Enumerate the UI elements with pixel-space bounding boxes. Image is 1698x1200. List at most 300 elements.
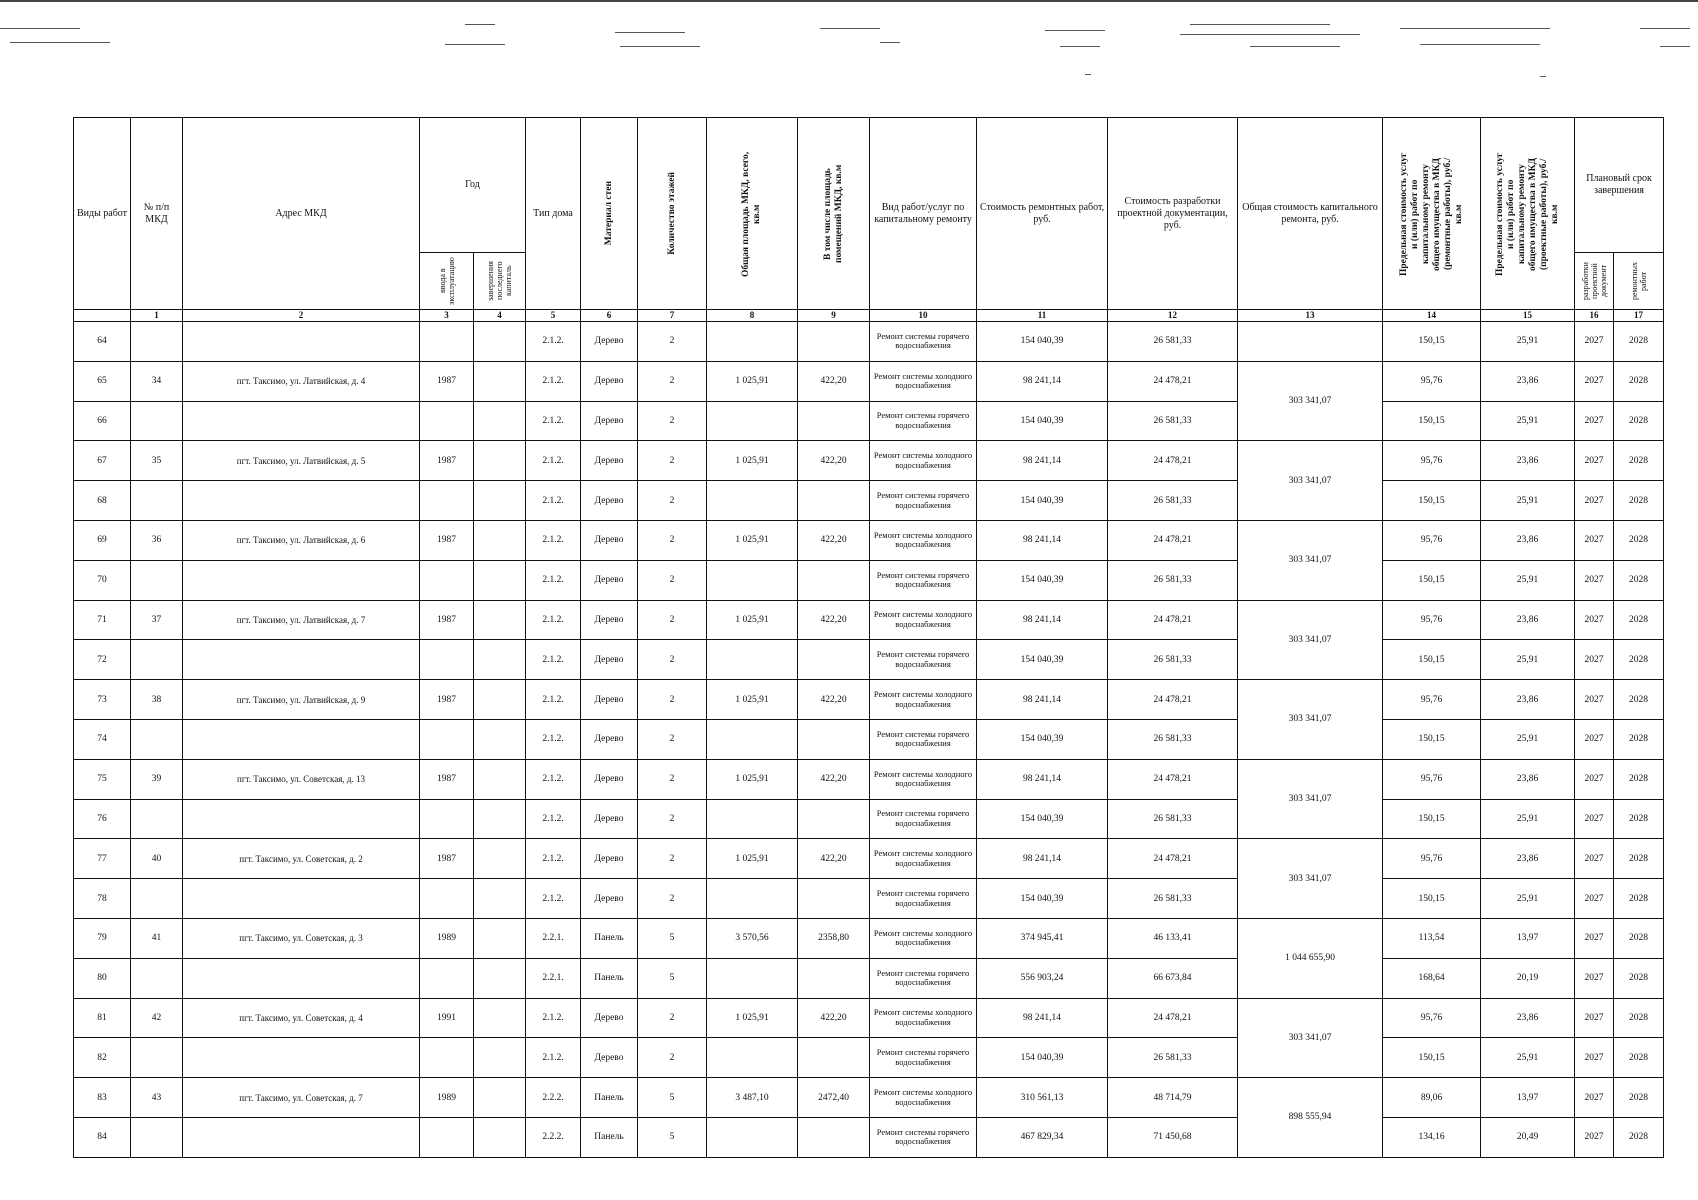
total-cost-cell (1238, 322, 1383, 362)
deadline-repair-cell: 2028 (1614, 560, 1664, 600)
column-number: 10 (870, 310, 977, 322)
floors-cell: 2 (638, 799, 707, 839)
mkd-number-cell (131, 719, 183, 759)
limit-repair-cell: 168,64 (1383, 958, 1481, 998)
limit-design-cell: 25,91 (1481, 401, 1575, 441)
row-index-cell: 80 (74, 958, 131, 998)
deadline-repair-cell: 2028 (1614, 839, 1664, 879)
row-index-cell: 73 (74, 680, 131, 720)
deadline-design-cell: 2027 (1575, 401, 1614, 441)
design-cost-cell: 26 581,33 (1108, 799, 1238, 839)
row-index-cell: 65 (74, 361, 131, 401)
floors-cell: 2 (638, 719, 707, 759)
year-commissioned-cell (420, 958, 474, 998)
design-cost-cell: 24 478,21 (1108, 520, 1238, 560)
total-cost-cell: 303 341,07 (1238, 361, 1383, 441)
limit-repair-cell: 95,76 (1383, 600, 1481, 640)
repair-cost-cell: 154 040,39 (977, 322, 1108, 362)
work-type-cell: Ремонт системы горячего водоснабжения (870, 1038, 977, 1078)
table-header (74, 118, 1664, 322)
floors-cell: 2 (638, 759, 707, 799)
year-commissioned-cell (420, 560, 474, 600)
limit-design-cell: 25,91 (1481, 322, 1575, 362)
address-cell: пгт. Таксимо, ул. Советская, д. 4 (183, 998, 420, 1038)
premises-area-cell: 422,20 (798, 839, 870, 879)
deadline-design-cell: 2027 (1575, 958, 1614, 998)
mkd-number-cell: 34 (131, 361, 183, 401)
total-area-cell: 1 025,91 (707, 680, 798, 720)
year-commissioned-cell (420, 799, 474, 839)
scan-header-artifacts (0, 22, 1698, 92)
address-cell (183, 401, 420, 441)
row-index-cell: 69 (74, 520, 131, 560)
wall-material-cell: Дерево (581, 600, 638, 640)
house-type-cell: 2.1.2. (526, 719, 581, 759)
wall-material-cell: Дерево (581, 560, 638, 600)
limit-design-cell: 23,86 (1481, 759, 1575, 799)
year-commissioned-cell: 1987 (420, 759, 474, 799)
work-type-cell: Ремонт системы холодного водоснабжения (870, 998, 977, 1038)
limit-design-cell: 23,86 (1481, 520, 1575, 560)
deadline-repair-cell: 2028 (1614, 481, 1664, 521)
col-year: Год (420, 118, 526, 253)
total-cost-cell: 303 341,07 (1238, 600, 1383, 680)
year-commissioned-cell: 1987 (420, 600, 474, 640)
col-wall-material: Материал стен (581, 118, 638, 310)
house-type-cell: 2.1.2. (526, 600, 581, 640)
floors-cell: 2 (638, 1038, 707, 1078)
mkd-number-cell: 37 (131, 600, 183, 640)
deadline-repair-cell: 2028 (1614, 1078, 1664, 1118)
wall-material-cell: Дерево (581, 361, 638, 401)
mkd-number-cell: 36 (131, 520, 183, 560)
limit-design-cell: 23,86 (1481, 600, 1575, 640)
row-index-cell: 77 (74, 839, 131, 879)
address-cell (183, 958, 420, 998)
row-index-cell: 68 (74, 481, 131, 521)
year-commissioned-cell: 1987 (420, 680, 474, 720)
year-last-repair-cell (474, 401, 526, 441)
year-commissioned-cell (420, 1117, 474, 1157)
limit-repair-cell: 95,76 (1383, 520, 1481, 560)
col-deadline: Плановый срок завершения (1575, 118, 1664, 253)
col-house-type: Тип дома (526, 118, 581, 310)
address-cell (183, 481, 420, 521)
work-type-cell: Ремонт системы холодного водоснабжения (870, 1078, 977, 1118)
table-row (74, 401, 1664, 441)
table-row (74, 322, 1664, 362)
deadline-repair-cell: 2028 (1614, 401, 1664, 441)
address-cell (183, 640, 420, 680)
work-type-cell: Ремонт системы горячего водоснабжения (870, 640, 977, 680)
deadline-design-cell: 2027 (1575, 719, 1614, 759)
year-last-repair-cell (474, 600, 526, 640)
table-row (74, 719, 1664, 759)
deadline-repair-cell: 2028 (1614, 958, 1664, 998)
address-cell (183, 322, 420, 362)
year-commissioned-cell: 1987 (420, 520, 474, 560)
total-area-cell: 1 025,91 (707, 759, 798, 799)
total-area-cell (707, 640, 798, 680)
repair-cost-cell: 98 241,14 (977, 600, 1108, 640)
limit-design-cell: 23,86 (1481, 361, 1575, 401)
row-index-cell: 83 (74, 1078, 131, 1118)
address-cell (183, 879, 420, 919)
table-row (74, 680, 1664, 720)
limit-repair-cell: 95,76 (1383, 441, 1481, 481)
total-area-cell: 1 025,91 (707, 361, 798, 401)
deadline-repair-cell: 2028 (1614, 600, 1664, 640)
total-cost-cell: 303 341,07 (1238, 998, 1383, 1078)
premises-area-cell (798, 799, 870, 839)
deadline-design-cell: 2027 (1575, 1078, 1614, 1118)
premises-area-cell (798, 560, 870, 600)
total-area-cell (707, 1038, 798, 1078)
total-area-cell (707, 401, 798, 441)
limit-repair-cell: 89,06 (1383, 1078, 1481, 1118)
address-cell: пгт. Таксимо, ул. Советская, д. 7 (183, 1078, 420, 1118)
wall-material-cell: Дерево (581, 719, 638, 759)
repair-cost-cell: 98 241,14 (977, 441, 1108, 481)
limit-design-cell: 25,91 (1481, 879, 1575, 919)
repair-cost-cell: 98 241,14 (977, 520, 1108, 560)
house-type-cell: 2.1.2. (526, 481, 581, 521)
row-index-cell: 70 (74, 560, 131, 600)
house-type-cell: 2.1.2. (526, 680, 581, 720)
wall-material-cell: Панель (581, 918, 638, 958)
table-row (74, 998, 1664, 1038)
year-last-repair-cell (474, 441, 526, 481)
design-cost-cell: 24 478,21 (1108, 680, 1238, 720)
work-type-cell: Ремонт системы холодного водоснабжения (870, 441, 977, 481)
total-area-cell (707, 322, 798, 362)
row-index-cell: 74 (74, 719, 131, 759)
total-cost-cell: 303 341,07 (1238, 759, 1383, 839)
work-type-cell: Ремонт системы холодного водоснабжения (870, 680, 977, 720)
premises-area-cell (798, 1117, 870, 1157)
year-last-repair-cell (474, 799, 526, 839)
total-cost-cell: 1 044 655,90 (1238, 918, 1383, 998)
floors-cell: 2 (638, 322, 707, 362)
premises-area-cell (798, 322, 870, 362)
repair-cost-cell: 467 829,34 (977, 1117, 1108, 1157)
table-row (74, 799, 1664, 839)
column-number: 17 (1614, 310, 1664, 322)
floors-cell: 5 (638, 1078, 707, 1118)
col-deadline-design: разработки проектной документ (1575, 253, 1614, 310)
total-cost-cell: 898 555,94 (1238, 1078, 1383, 1158)
col-limit-design: Предельная стоимость услуг и (или) работ по капитальному ремонту общего имущества в МКД (проектные работы), руб./кв.м (1481, 118, 1575, 310)
limit-repair-cell: 95,76 (1383, 680, 1481, 720)
work-type-cell: Ремонт системы холодного водоснабжения (870, 839, 977, 879)
deadline-repair-cell: 2028 (1614, 322, 1664, 362)
repair-cost-cell: 98 241,14 (977, 759, 1108, 799)
design-cost-cell: 26 581,33 (1108, 879, 1238, 919)
deadline-repair-cell: 2028 (1614, 1038, 1664, 1078)
house-type-cell: 2.1.2. (526, 441, 581, 481)
total-area-cell: 3 487,10 (707, 1078, 798, 1118)
total-area-cell: 1 025,91 (707, 441, 798, 481)
limit-design-cell: 13,97 (1481, 918, 1575, 958)
total-area-cell (707, 1117, 798, 1157)
mkd-number-cell (131, 799, 183, 839)
total-area-cell: 1 025,91 (707, 998, 798, 1038)
year-last-repair-cell (474, 998, 526, 1038)
work-type-cell: Ремонт системы горячего водоснабжения (870, 879, 977, 919)
mkd-number-cell (131, 958, 183, 998)
work-type-cell: Ремонт системы горячего водоснабжения (870, 322, 977, 362)
house-type-cell: 2.1.2. (526, 361, 581, 401)
design-cost-cell: 24 478,21 (1108, 839, 1238, 879)
house-type-cell: 2.2.2. (526, 1117, 581, 1157)
deadline-design-cell: 2027 (1575, 759, 1614, 799)
wall-material-cell: Дерево (581, 759, 638, 799)
deadline-design-cell: 2027 (1575, 322, 1614, 362)
deadline-repair-cell: 2028 (1614, 719, 1664, 759)
house-type-cell: 2.1.2. (526, 401, 581, 441)
total-area-cell (707, 958, 798, 998)
premises-area-cell: 422,20 (798, 361, 870, 401)
row-index-cell: 72 (74, 640, 131, 680)
table-row (74, 640, 1664, 680)
total-area-cell (707, 799, 798, 839)
wall-material-cell: Панель (581, 958, 638, 998)
limit-repair-cell: 150,15 (1383, 1038, 1481, 1078)
deadline-repair-cell: 2028 (1614, 879, 1664, 919)
wall-material-cell: Дерево (581, 1038, 638, 1078)
wall-material-cell: Панель (581, 1078, 638, 1118)
wall-material-cell: Дерево (581, 640, 638, 680)
mkd-number-cell (131, 401, 183, 441)
floors-cell: 5 (638, 1117, 707, 1157)
design-cost-cell: 66 673,84 (1108, 958, 1238, 998)
deadline-design-cell: 2027 (1575, 1038, 1614, 1078)
col-floors: Количество этажей (638, 118, 707, 310)
premises-area-cell: 422,20 (798, 759, 870, 799)
table-body (74, 322, 1664, 1158)
premises-area-cell: 422,20 (798, 600, 870, 640)
work-type-cell: Ремонт системы холодного водоснабжения (870, 361, 977, 401)
column-number: 5 (526, 310, 581, 322)
wall-material-cell: Дерево (581, 401, 638, 441)
column-number: 15 (1481, 310, 1575, 322)
design-cost-cell: 24 478,21 (1108, 441, 1238, 481)
total-area-cell: 1 025,91 (707, 600, 798, 640)
deadline-design-cell: 2027 (1575, 560, 1614, 600)
year-last-repair-cell (474, 958, 526, 998)
repair-cost-cell: 98 241,14 (977, 361, 1108, 401)
col-total-cost: Общая стоимость капитального ремонта, руб. (1238, 118, 1383, 310)
work-type-cell: Ремонт системы холодного водоснабжения (870, 918, 977, 958)
scan-top-border (0, 0, 1698, 2)
wall-material-cell: Дерево (581, 799, 638, 839)
design-cost-cell: 24 478,21 (1108, 361, 1238, 401)
year-commissioned-cell (420, 1038, 474, 1078)
limit-design-cell: 23,86 (1481, 680, 1575, 720)
column-number: 7 (638, 310, 707, 322)
row-index-cell: 64 (74, 322, 131, 362)
row-index-cell: 78 (74, 879, 131, 919)
mkd-number-cell: 40 (131, 839, 183, 879)
address-cell: пгт. Таксимо, ул. Латвийская, д. 9 (183, 680, 420, 720)
limit-repair-cell: 150,15 (1383, 322, 1481, 362)
premises-area-cell (798, 719, 870, 759)
year-last-repair-cell (474, 560, 526, 600)
col-premises-area: В том числе площадь помещений МКД, кв.м (798, 118, 870, 310)
mkd-number-cell: 42 (131, 998, 183, 1038)
house-type-cell: 2.1.2. (526, 640, 581, 680)
address-cell (183, 1117, 420, 1157)
address-cell (183, 719, 420, 759)
address-cell: пгт. Таксимо, ул. Латвийская, д. 5 (183, 441, 420, 481)
col-total-area: Общая площадь МКД, всего, кв.м (707, 118, 798, 310)
col-address: Адрес МКД (183, 118, 420, 310)
design-cost-cell: 26 581,33 (1108, 640, 1238, 680)
house-type-cell: 2.1.2. (526, 560, 581, 600)
mkd-number-cell (131, 560, 183, 600)
limit-repair-cell: 150,15 (1383, 719, 1481, 759)
mkd-number-cell (131, 640, 183, 680)
work-type-cell: Ремонт системы горячего водоснабжения (870, 560, 977, 600)
table-row (74, 441, 1664, 481)
house-type-cell: 2.1.2. (526, 879, 581, 919)
year-last-repair-cell (474, 918, 526, 958)
col-mkd-no: № п/п МКД (131, 118, 183, 310)
repair-cost-cell: 374 945,41 (977, 918, 1108, 958)
deadline-design-cell: 2027 (1575, 839, 1614, 879)
deadline-repair-cell: 2028 (1614, 680, 1664, 720)
column-number: 2 (183, 310, 420, 322)
premises-area-cell (798, 481, 870, 521)
total-cost-cell: 303 341,07 (1238, 441, 1383, 521)
premises-area-cell: 422,20 (798, 680, 870, 720)
deadline-repair-cell: 2028 (1614, 998, 1664, 1038)
repair-cost-cell: 154 040,39 (977, 719, 1108, 759)
mkd-number-cell: 43 (131, 1078, 183, 1118)
work-type-cell: Ремонт системы горячего водоснабжения (870, 401, 977, 441)
year-commissioned-cell: 1989 (420, 918, 474, 958)
deadline-design-cell: 2027 (1575, 600, 1614, 640)
table-row (74, 839, 1664, 879)
limit-repair-cell: 150,15 (1383, 879, 1481, 919)
deadline-design-cell: 2027 (1575, 481, 1614, 521)
floors-cell: 2 (638, 640, 707, 680)
table-row (74, 600, 1664, 640)
row-index-cell: 84 (74, 1117, 131, 1157)
mkd-number-cell: 38 (131, 680, 183, 720)
address-cell (183, 799, 420, 839)
limit-design-cell: 25,91 (1481, 1038, 1575, 1078)
work-type-cell: Ремонт системы горячего водоснабжения (870, 481, 977, 521)
row-index-cell: 81 (74, 998, 131, 1038)
limit-repair-cell: 150,15 (1383, 640, 1481, 680)
limit-design-cell: 23,86 (1481, 839, 1575, 879)
floors-cell: 2 (638, 520, 707, 560)
floors-cell: 2 (638, 481, 707, 521)
deadline-repair-cell: 2028 (1614, 361, 1664, 401)
premises-area-cell (798, 879, 870, 919)
year-commissioned-cell (420, 640, 474, 680)
row-index-cell: 76 (74, 799, 131, 839)
row-index-cell: 75 (74, 759, 131, 799)
design-cost-cell: 26 581,33 (1108, 1038, 1238, 1078)
premises-area-cell: 422,20 (798, 998, 870, 1038)
wall-material-cell: Дерево (581, 879, 638, 919)
year-last-repair-cell (474, 640, 526, 680)
limit-design-cell: 25,91 (1481, 640, 1575, 680)
floors-cell: 2 (638, 401, 707, 441)
table-row (74, 759, 1664, 799)
row-index-cell: 66 (74, 401, 131, 441)
total-cost-cell: 303 341,07 (1238, 520, 1383, 600)
column-number: 8 (707, 310, 798, 322)
work-type-cell: Ремонт системы горячего водоснабжения (870, 958, 977, 998)
design-cost-cell: 26 581,33 (1108, 401, 1238, 441)
address-cell: пгт. Таксимо, ул. Советская, д. 3 (183, 918, 420, 958)
design-cost-cell: 48 714,79 (1108, 1078, 1238, 1118)
house-type-cell: 2.2.1. (526, 958, 581, 998)
design-cost-cell: 24 478,21 (1108, 759, 1238, 799)
limit-repair-cell: 95,76 (1383, 998, 1481, 1038)
work-type-cell: Ремонт системы холодного водоснабжения (870, 520, 977, 560)
design-cost-cell: 24 478,21 (1108, 998, 1238, 1038)
deadline-design-cell: 2027 (1575, 1117, 1614, 1157)
column-number: 14 (1383, 310, 1481, 322)
deadline-design-cell: 2027 (1575, 520, 1614, 560)
column-number: 3 (420, 310, 474, 322)
table-row (74, 879, 1664, 919)
year-last-repair-cell (474, 759, 526, 799)
floors-cell: 2 (638, 998, 707, 1038)
year-commissioned-cell (420, 879, 474, 919)
premises-area-cell (798, 1038, 870, 1078)
deadline-repair-cell: 2028 (1614, 640, 1664, 680)
mkd-number-cell (131, 1038, 183, 1078)
floors-cell: 2 (638, 879, 707, 919)
limit-design-cell: 23,86 (1481, 441, 1575, 481)
repair-cost-cell: 98 241,14 (977, 680, 1108, 720)
column-number: 11 (977, 310, 1108, 322)
mkd-number-cell (131, 481, 183, 521)
mkd-number-cell: 35 (131, 441, 183, 481)
limit-design-cell: 25,91 (1481, 719, 1575, 759)
limit-repair-cell: 134,16 (1383, 1117, 1481, 1157)
year-last-repair-cell (474, 839, 526, 879)
table-row (74, 1117, 1664, 1157)
year-last-repair-cell (474, 1078, 526, 1118)
limit-design-cell: 25,91 (1481, 560, 1575, 600)
total-area-cell: 1 025,91 (707, 520, 798, 560)
house-type-cell: 2.2.1. (526, 918, 581, 958)
work-type-cell: Ремонт системы горячего водоснабжения (870, 799, 977, 839)
table-row (74, 918, 1664, 958)
total-area-cell: 3 570,56 (707, 918, 798, 958)
limit-design-cell: 25,91 (1481, 799, 1575, 839)
wall-material-cell: Дерево (581, 680, 638, 720)
column-number: 13 (1238, 310, 1383, 322)
limit-design-cell: 25,91 (1481, 481, 1575, 521)
address-cell: пгт. Таксимо, ул. Советская, д. 13 (183, 759, 420, 799)
table-row (74, 481, 1664, 521)
year-commissioned-cell (420, 719, 474, 759)
column-number: 1 (131, 310, 183, 322)
col-year-commissioned: ввода в эксплуатацию (420, 253, 474, 310)
deadline-design-cell: 2027 (1575, 918, 1614, 958)
address-cell: пгт. Таксимо, ул. Латвийская, д. 7 (183, 600, 420, 640)
house-type-cell: 2.1.2. (526, 1038, 581, 1078)
row-index-cell: 71 (74, 600, 131, 640)
limit-design-cell: 20,49 (1481, 1117, 1575, 1157)
